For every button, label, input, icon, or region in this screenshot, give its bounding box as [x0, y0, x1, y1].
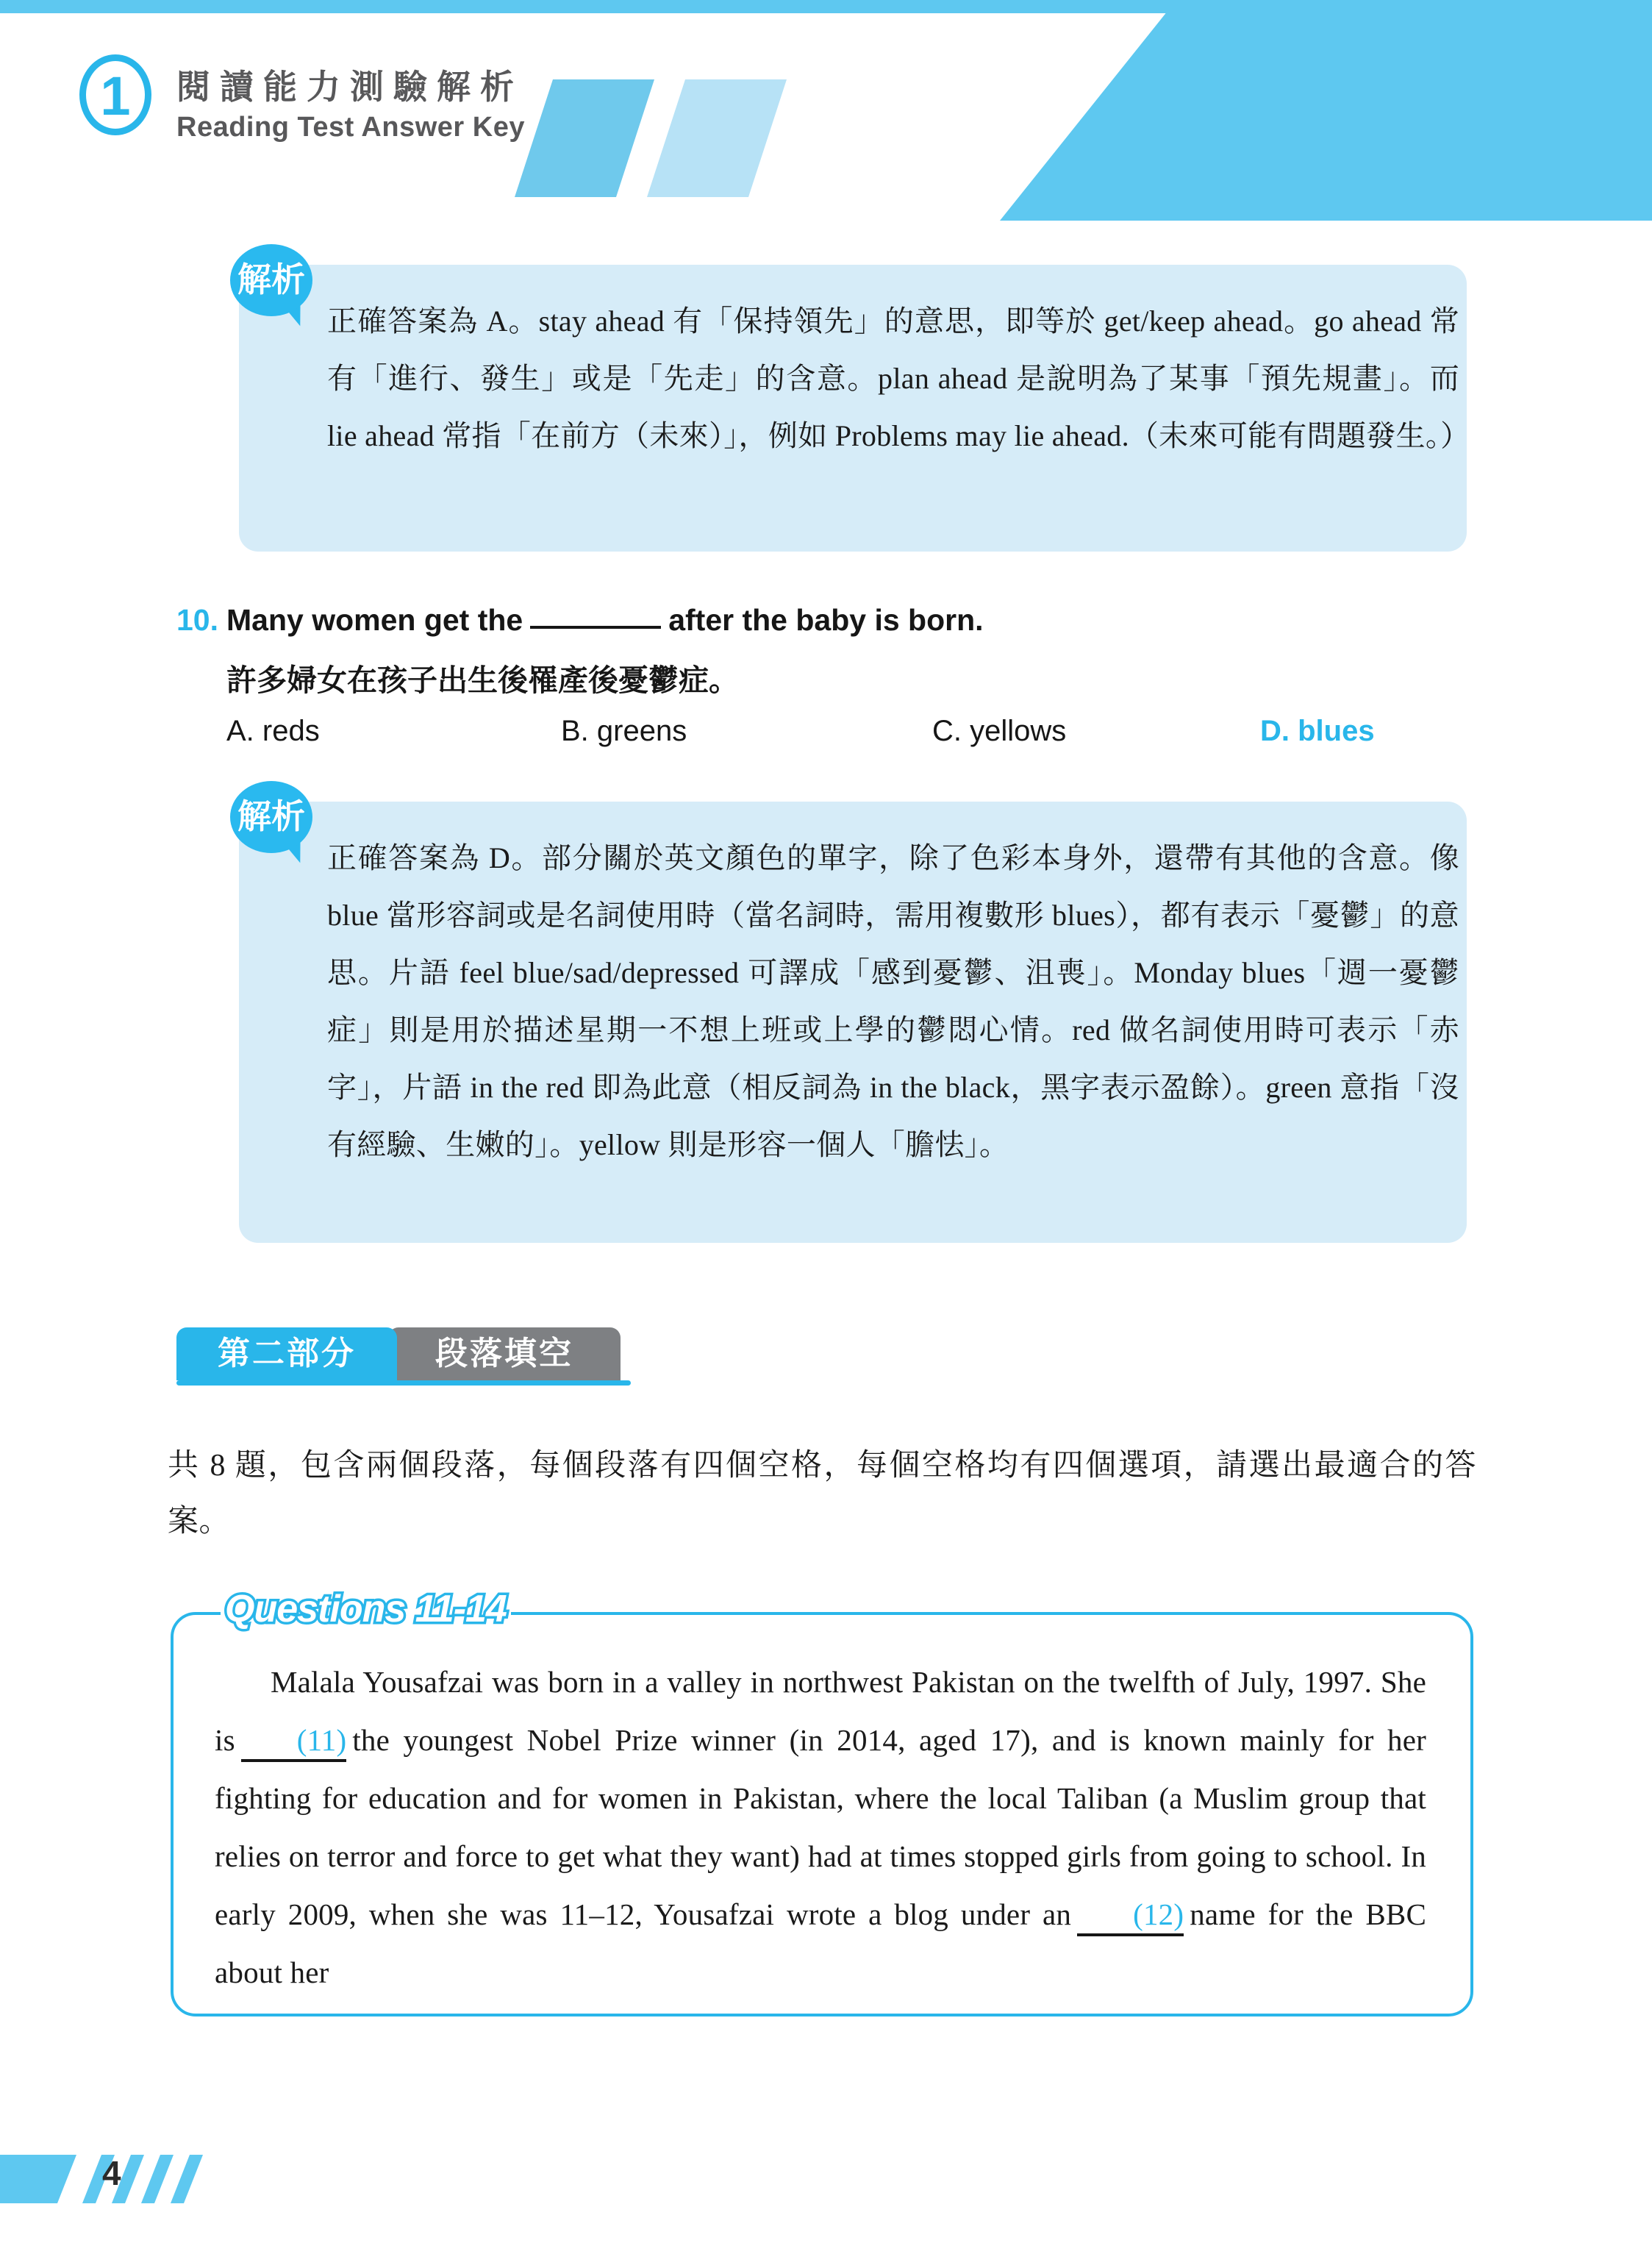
passage-label: Questions 11-14 [221, 1587, 511, 1631]
option-c[interactable]: C. yellows [932, 715, 1067, 747]
page-number: 4 [102, 2154, 121, 2192]
footer-stripe-block [0, 2155, 76, 2203]
chapter-number-badge: 1 [79, 54, 151, 135]
question-answer-blank[interactable] [530, 626, 661, 629]
analysis-badge-1 [230, 244, 323, 331]
question-stem [226, 603, 984, 638]
section-tab-part: 第二部分 [176, 1327, 397, 1380]
explanation-text-2: 正確答案為 D。部分關於英文顏色的單字，除了色彩本身外，還帶有其他的含意。像 blue 當形容詞或是名詞使用時（當名詞時，需用複數形 blues），都有表示「憂鬱」的意思。片語 feel blue/sad/depressed 可譯成「感到憂鬱、沮喪」。Monday blues「週一憂鬱症」則是用於描述星期一不想上班或上學的鬱悶心情。red 做名詞使用時可表示「赤字」，片語 in the red 即為此意（相反詞為 in the black，黑字表示盈餘）。green 意指「沒有經驗、生嫩的」。yellow 則是形容一個人「膽怯」。 [327, 841, 1459, 1161]
header-top-bar [0, 0, 1652, 13]
explanation-block-1 [237, 260, 1470, 552]
section-tab-type: 段落填空 [388, 1327, 621, 1380]
section-instruction: 共 8 題，包含兩個段落，每個段落有四個空格，每個空格均有四個選項，請選出最適合的答案。 [168, 1449, 1476, 1538]
passage-blank-11[interactable]: (11) [241, 1721, 347, 1762]
explanation-block-2 [237, 797, 1467, 1243]
passage-part-3: name for the BBC about her [215, 1897, 1426, 1989]
question-stem-before-blank: Many women get the [226, 603, 523, 637]
analysis-badge-label-2: 解析 [237, 797, 305, 835]
page-title-english: Reading Test Answer Key [176, 112, 525, 143]
option-d[interactable]: D. blues [1260, 715, 1375, 747]
option-b[interactable]: B. greens [561, 715, 687, 747]
question-number: 10. [176, 603, 218, 637]
question-10 [176, 603, 1470, 780]
section-header [176, 1327, 632, 1385]
footer-stripe-decoration [0, 2155, 162, 2203]
page-title-chinese: 閱讀能力測驗解析 [176, 68, 523, 106]
passage-blank-12[interactable]: (12) [1077, 1895, 1184, 1936]
page-header [0, 0, 1652, 221]
analysis-badge-label-1: 解析 [237, 260, 305, 299]
passage-part-1: Malala Yousafzai was born in a valley in northwest Pakistan on the twelfth of July, 1997. She is [215, 1665, 1426, 1757]
analysis-badge-2 [230, 781, 323, 868]
question-stem-after-blank: after the baby is born. [668, 603, 984, 637]
passage-text [215, 1653, 1426, 2002]
passage-part-2: the youngest Nobel Prize winner (in 2014, aged 17), and is known mainly for her fighting for education and for women in Pakistan, where the local Taliban (a Muslim group that relies on terror and force to get what they want) had at times stopped girls from going to school. In early 2009, when she was 11–12, Yousafzai wrote a blog under an [215, 1723, 1426, 1931]
footer-stripe-4 [171, 2155, 203, 2203]
explanation-text-1: 正確答案為 A。stay ahead 有「保持領先」的意思，即等於 get/keep ahead。go ahead 常有「進行、發生」或是「先走」的含意。plan ahead 是說明為了某事「預先規畫」。而 lie ahead 常指「在前方（未來）」，例如 Problems may lie ahead.（未來可能有問題發生。） [327, 304, 1470, 452]
question-translation: 許多婦女在孩子出生後罹產後憂鬱症。 [226, 663, 739, 697]
footer-stripe-3 [141, 2155, 174, 2203]
option-a[interactable]: A. reds [226, 715, 320, 747]
section-underline [176, 1380, 631, 1386]
